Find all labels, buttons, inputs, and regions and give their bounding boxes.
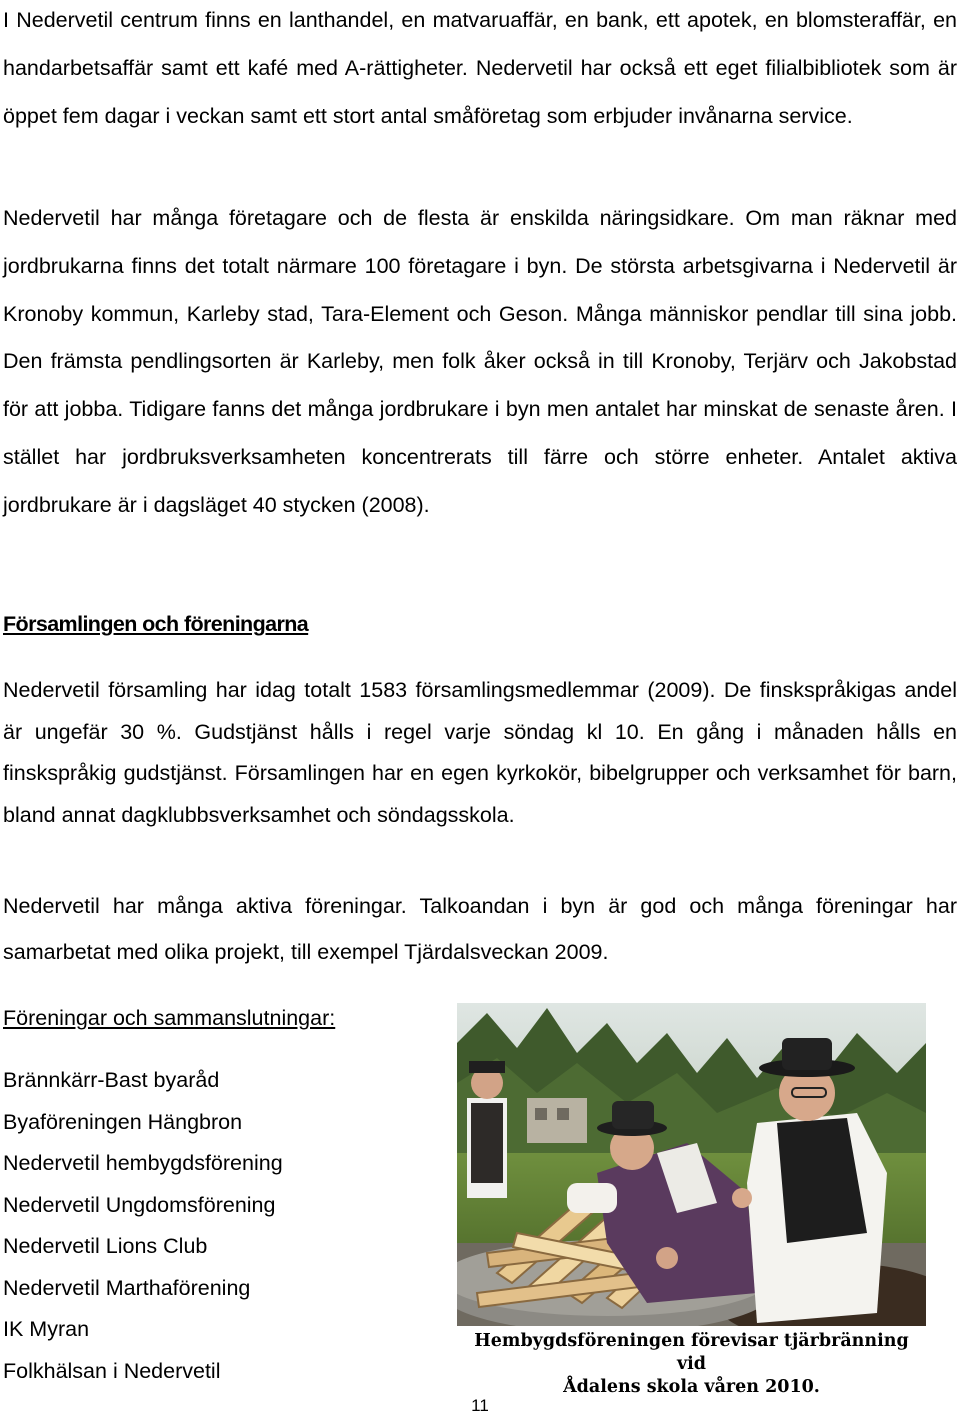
associations-title: Föreningar och sammanslutningar: xyxy=(3,1006,336,1030)
list-item: Byaföreningen Hängbron xyxy=(3,1109,243,1134)
photo-caption xyxy=(457,1330,926,1399)
list-item: Nedervetil hembygdsförening xyxy=(3,1151,283,1175)
list-item: Nedervetil Marthaförening xyxy=(3,1275,251,1300)
caption-line-2: Ådalens skola våren 2010. xyxy=(563,1377,820,1397)
list-item: Nedervetil Lions Club xyxy=(3,1234,208,1258)
paragraph-associations: Nedervetil har många aktiva föreningar. Talkoandan i byn är god och många föreningar har samarbetat med olika projekt, till exempel Tjärdalsveckan 2009. xyxy=(3,894,957,964)
associations-list xyxy=(3,1060,283,1392)
paragraph-parish: Nedervetil församling har idag totalt 1583 församlingsmedlemmar (2009). De finskspråkigas andel är ungefär 30 %. Gudstjänst hålls i regel varje söndag kl 10. En gång i månaden hålls en finskspråkig gudstjänst. Församlingen har en egen kyrkokör, bibelgrupper och verksamhet för barn, bland annat dagklubbsverksamhet och söndagsskola. xyxy=(3,678,957,827)
paragraph-services: I Nedervetil centrum finns en lanthandel, en matvaruaffär, en bank, ett apotek, en blomsteraffär, en handarbetsaffär samt ett kafé med A-rättigheter. Nedervetil har också ett eget filialbibliotek som är öppet fem dagar i veckan samt ett stort antal småföretag som erbjuder invånarna service. xyxy=(3,8,957,128)
page-number: 11 xyxy=(471,1396,489,1415)
list-item: Brännkärr-Bast byaråd xyxy=(3,1068,220,1092)
caption-line-1: Hembygdsföreningen förevisar tjärbränning vid xyxy=(474,1331,909,1374)
tar-burning-photo xyxy=(457,1003,926,1326)
list-item: IK Myran xyxy=(3,1317,90,1341)
section-heading: Församlingen och föreningarna xyxy=(3,612,309,636)
paragraph-business: Nedervetil har många företagare och de flesta är enskilda näringsidkare. Om man räknar med jordbrukarna finns det totalt närmare 100 företagare i byn. De största arbetsgivarna i Nedervetil är Kronoby kommun, Karleby stad, Tara-Element och Geson. Många människor pendlar till sina jobb. Den främsta pendlingsorten är Karleby, men folk åker också in till Kronoby, Terjärv och Jakobstad för att jobba. Tidigare fanns det många jordbrukare i byn men antalet har minskat de senaste åren. I stället har jordbruksverksamheten koncentrerats till färre och större enheter. Antalet aktiva jordbrukare är i dagsläget 40 stycken (2008). xyxy=(3,206,957,517)
list-item: Nedervetil Ungdomsförening xyxy=(3,1192,276,1217)
list-item: Folkhälsan i Nedervetil xyxy=(3,1358,221,1383)
photo-illustration xyxy=(457,1003,926,1326)
